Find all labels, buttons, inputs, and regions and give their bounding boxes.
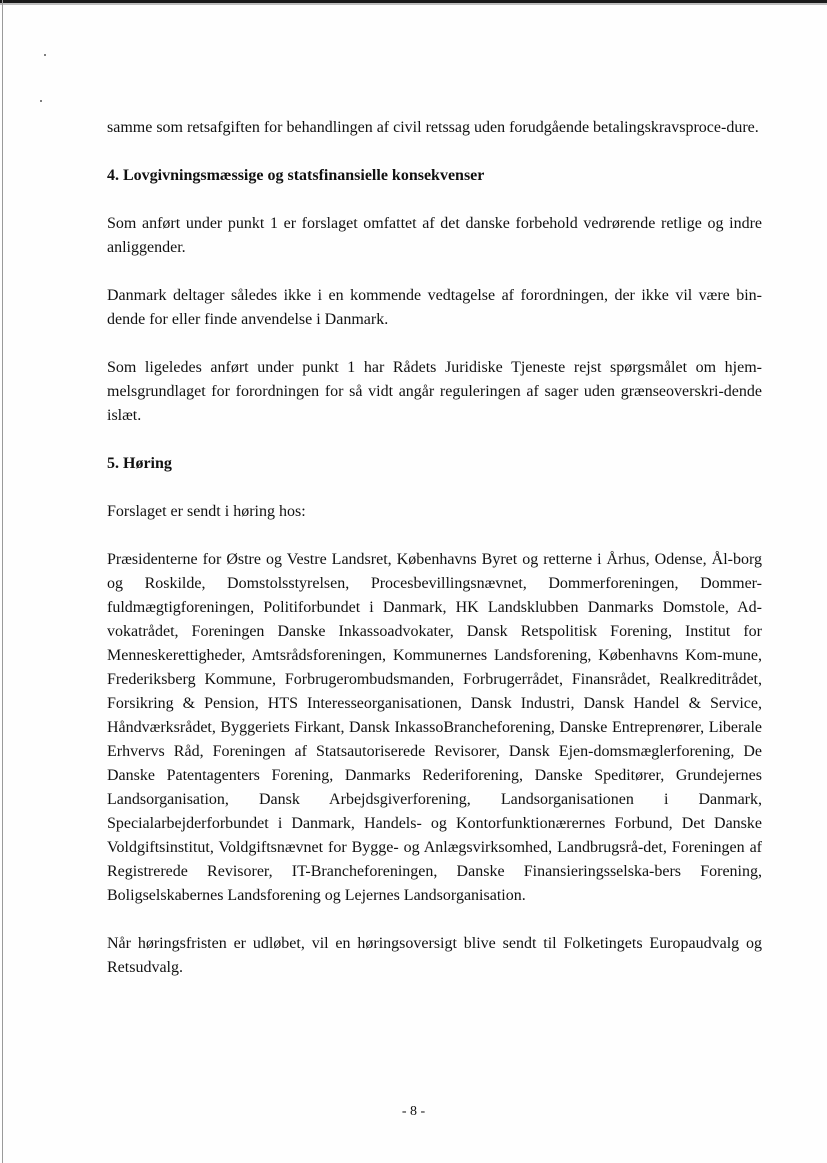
document-body: [107, 116, 762, 980]
scan-speck: [44, 54, 46, 56]
scan-edge-left: [2, 0, 3, 1163]
page-number: - 8 -: [401, 1104, 426, 1119]
heading-section-5: 5. Høring: [107, 455, 172, 472]
paragraph-forbehold: Som anført under punkt 1 er forslaget omfattet af det danske forbehold vedrørende retlige og indre anliggender.: [107, 215, 762, 256]
scan-edge-shadow: [0, 3, 827, 5]
paragraph-juridiske-tjeneste: Som ligeledes anført under punkt 1 har Rådets Juridiske Tjeneste rejst spørgsmålet om hjem-melsgrundlaget for forordningen for så vidt angår reguleringen af sager uden grænseoverskri-dende islæt.: [107, 359, 762, 424]
paragraph-retsafgift: samme som retsafgiften for behandlingen af civil retssag uden forudgående betalingskravsproce-dure.: [107, 119, 759, 136]
heading-section-4: 4. Lovgivningsmæssige og statsfinansielle konsekvenser: [107, 167, 485, 184]
paragraph-danmark-deltager: Danmark deltager således ikke i en kommende vedtagelse af forordningen, der ikke vil være bin-dende for eller finde anvendelse i Danmark.: [107, 287, 762, 328]
paragraph-hoeringsoversigt: Når høringsfristen er udløbet, vil en høringsoversigt blive sendt til Folketingets Europaudvalg og Retsudvalg.: [107, 935, 762, 976]
paragraph-hoering-intro: Forslaget er sendt i høring hos:: [107, 503, 306, 520]
scan-speck: [40, 100, 42, 102]
paragraph-hoeringsparter: Præsidenterne for Østre og Vestre Landsret, Københavns Byret og retterne i Århus, Odense, Ål-borg og Roskilde, Domstolsstyrelsen, Procesbevillingsnævnet, Dommerforeningen, Dommer-fuldmægtigforeningen, Politiforbundet i Danmark, HK Landsklubben Danmarks Domstole, Ad-vokatrådet, Foreningen Danske Inkassoadvokater, Dansk Retspolitisk Forening, Institut for Menneskerettigheder, Amtsrådsforeningen, Kommunernes Landsforening, Københavns Kom-mune, Frederiksberg Kommune, Forbrugerombudsmanden, Forbrugerrådet, Finansrådet, Realkreditrådet, Forsikring & Pension, HTS Interesseorganisationen, Dansk Industri, Dansk Handel & Service, Håndværksrådet, Byggeriets Firkant, Dansk InkassoBrancheforening, Danske Entreprenører, Liberale Erhvervs Råd, Foreningen af Statsautoriserede Revisorer, Dansk Ejen-domsmæglerforening, De Danske Patentagenters Forening, Danmarks Rederiforening, Danske Speditører, Grundejernes Landsorganisation, Dansk Arbejdsgiverforening, Landsorganisationen i Danmark, Specialarbejderforbundet i Danmark, Handels- og Kontorfunktionærernes Forbund, Det Danske Voldgiftsinstitut, Voldgiftsnævnet for Bygge- og Anlægsvirksomhed, Landbrugsrå-det, Foreningen af Registrerede Revisorer, IT-Brancheforeningen, Danske Finansieringsselska-bers Forening, Boligselskabernes Landsforening og Lejernes Landsorganisation.: [107, 551, 762, 904]
